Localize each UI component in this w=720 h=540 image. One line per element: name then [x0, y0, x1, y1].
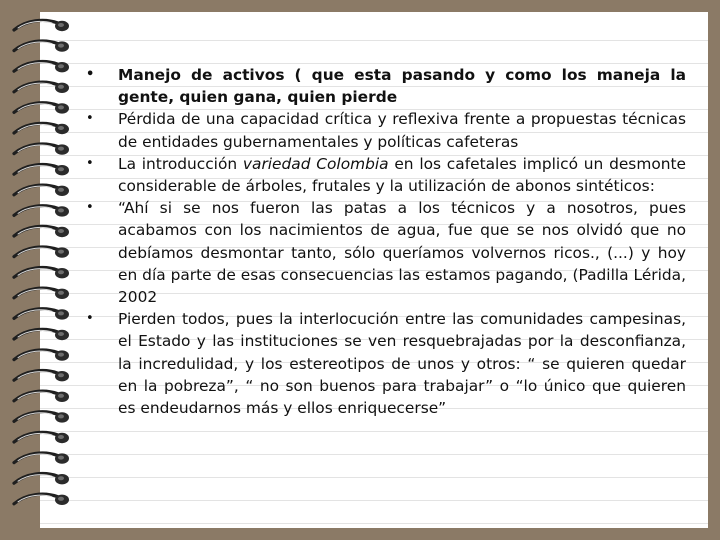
spiral-ring: [14, 391, 69, 402]
bullet-marker: •: [86, 155, 94, 171]
spiral-ring: [14, 185, 69, 196]
spiral-ring: [14, 144, 69, 155]
bullet-item: [84, 108, 686, 152]
spiral-ring: [14, 20, 69, 31]
spiral-ring: [14, 371, 69, 382]
bullet-marker: •: [86, 311, 94, 327]
bullet-text: Pierden todos, pues la interlocución entre las comunidades campesinas, el Estado y las instituciones se ven resquebrajadas por la desconfianza, la incredulidad, y los estereotipos de unos y otros: “ se quieren quedar en la pobreza”, “ no son buenos para trabajar” o “lo único que quieren es endeudarnos más y ellos enriquecerse”: [118, 310, 686, 418]
bullet-text-italic: variedad Colombia: [242, 154, 389, 173]
spiral-ring: [14, 82, 69, 93]
bullet-item: [84, 64, 686, 108]
bullet-text: Pérdida de una capacidad crítica y reflexiva frente a propuestas técnicas de entidades gubernamentales y políticas cafeteras: [118, 110, 686, 151]
spiral-ring: [14, 288, 69, 299]
spiral-ring: [14, 412, 69, 423]
spiral-ring: [14, 41, 69, 52]
bullet-item: [84, 153, 686, 197]
spiral-ring: [14, 453, 69, 464]
bullet-text: “Ahí si se nos fueron las patas a los técnicos y a nosotros, pues acabamos con los nacimientos de agua, fue que se nos olvidó que no debíamos desmontar tanto, sólo queríamos volvernos ricos., (...) y hoy en día parte de esas consecuencias las estamos pagando, (Padilla Lérida, 2002: [118, 199, 686, 307]
spiral-ring: [14, 226, 69, 237]
spiral-ring: [14, 309, 69, 320]
bullet-marker: •: [86, 111, 94, 127]
spiral-ring: [14, 206, 69, 217]
slide-content: [84, 64, 686, 419]
spiral-ring: [14, 268, 69, 279]
bullet-marker: •: [86, 200, 94, 216]
spiral-ring: [14, 432, 69, 443]
spiral-ring: [14, 494, 69, 505]
spiral-ring: [14, 165, 69, 176]
bullet-list: [84, 64, 686, 419]
bullet-text: Manejo de activos ( que esta pasando y como los maneja la gente, quien gana, quien pierde: [118, 66, 686, 107]
bullet-item: [84, 197, 686, 308]
spiral-ring: [14, 474, 69, 485]
spiral-ring: [14, 329, 69, 340]
spiral-ring: [14, 350, 69, 361]
bullet-marker: •: [86, 67, 95, 82]
spiral-ring: [14, 62, 69, 73]
spiral-ring: [14, 103, 69, 114]
bullet-text-end: en los cafetales implicó un desmonte considerable de árboles, frutales y la utilización de abonos sintéticos:: [118, 154, 686, 196]
spiral-binding: [0, 0, 80, 540]
spiral-ring: [14, 247, 69, 258]
bullet-item: [84, 308, 686, 419]
bullet-text-start: La introducción: [118, 154, 243, 173]
spiral-ring: [14, 123, 69, 134]
